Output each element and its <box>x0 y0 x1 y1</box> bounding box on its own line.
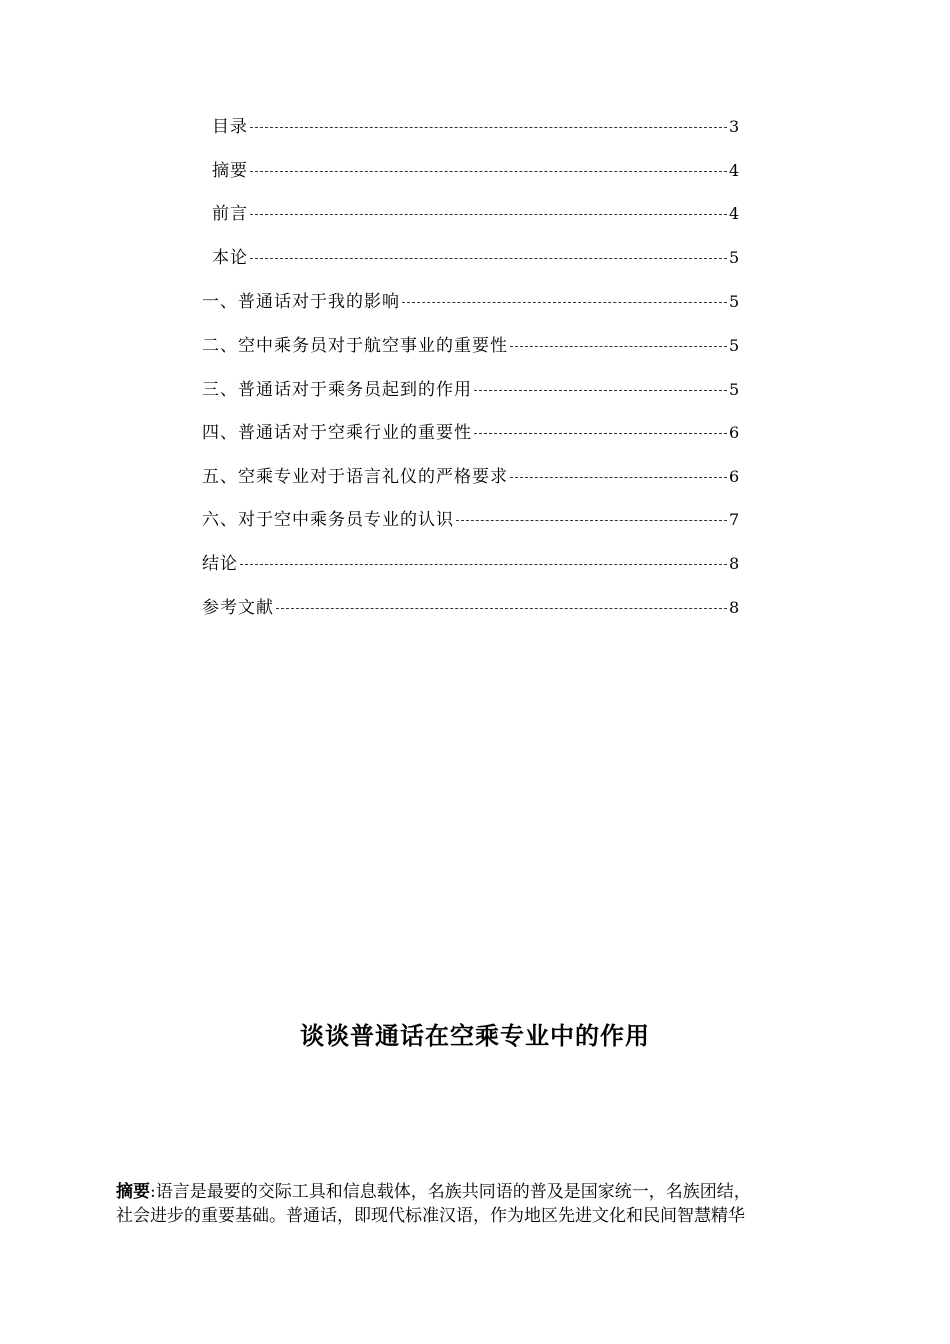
toc-entry-page: 4 <box>729 161 740 180</box>
toc-entry[interactable] <box>202 333 739 359</box>
toc-entry[interactable] <box>202 420 739 446</box>
toc-dot-leader <box>250 127 727 128</box>
abstract-text-line-2: 社会进步的重要基础。普通话，即现代标准汉语，作为地区先进文化和民间智慧精华 <box>116 1206 745 1226</box>
toc-entry-label: 本论 <box>212 248 248 268</box>
toc-dot-leader <box>240 564 727 565</box>
toc-entry-page: 5 <box>729 380 740 399</box>
toc-dot-leader <box>250 258 727 259</box>
abstract-heading: 摘要 <box>116 1182 150 1202</box>
toc-entry-label: 四、普通话对于空乘行业的重要性 <box>202 423 472 443</box>
toc-entry-page: 5 <box>729 336 740 355</box>
toc-entry-page: 5 <box>729 292 740 311</box>
abstract-text-line-1: 语言是最要的交际工具和信息载体，名族共同语的普及是国家统一，名族团结， <box>155 1182 751 1202</box>
toc-entry[interactable] <box>202 551 739 577</box>
toc-entry[interactable] <box>202 595 739 621</box>
toc-entry[interactable] <box>202 377 739 403</box>
toc-entry-page: 4 <box>729 204 740 223</box>
abstract-separator: : <box>150 1182 156 1202</box>
toc-entry[interactable] <box>212 245 739 271</box>
toc-dot-leader <box>510 346 727 347</box>
toc-entry[interactable] <box>202 289 739 315</box>
toc-entry-label: 六、对于空中乘务员专业的认识 <box>202 510 454 530</box>
toc-entry-label: 目录 <box>212 117 248 137</box>
abstract <box>116 1180 836 1228</box>
toc-entry-page: 8 <box>729 554 740 573</box>
toc-entry-page: 8 <box>729 598 740 617</box>
toc-entry[interactable] <box>212 114 739 140</box>
toc-entry[interactable] <box>212 201 739 227</box>
abstract-line <box>116 1180 836 1204</box>
toc-entry-page: 6 <box>729 423 740 442</box>
toc-entry-label: 三、普通话对于乘务员起到的作用 <box>202 380 472 400</box>
toc-entry-label: 参考文献 <box>202 598 274 618</box>
toc-entry-page: 7 <box>729 510 740 529</box>
toc-dot-leader <box>456 520 727 521</box>
toc-entry-label: 前言 <box>212 204 248 224</box>
toc-entry[interactable] <box>212 158 739 184</box>
toc-dot-leader <box>474 433 727 434</box>
toc-dot-leader <box>510 477 727 478</box>
document-title: 谈谈普通话在空乘专业中的作用 <box>300 1022 650 1050</box>
toc-dot-leader <box>402 302 727 303</box>
toc-entry-label: 二、空中乘务员对于航空事业的重要性 <box>202 336 508 356</box>
toc-entry-page: 3 <box>729 117 740 136</box>
toc-dot-leader <box>276 608 727 609</box>
toc-entry-label: 一、普通话对于我的影响 <box>202 292 400 312</box>
toc-dot-leader <box>474 390 727 391</box>
toc-entry-label: 结论 <box>202 554 238 574</box>
toc-entry-page: 6 <box>729 467 740 486</box>
toc-entry-page: 5 <box>729 248 740 267</box>
toc-entry[interactable] <box>202 464 739 490</box>
toc-entry-label: 摘要 <box>212 161 248 181</box>
toc-dot-leader <box>250 214 727 215</box>
toc-entry-label: 五、空乘专业对于语言礼仪的严格要求 <box>202 467 508 487</box>
toc-entry[interactable] <box>202 507 739 533</box>
toc-dot-leader <box>250 171 727 172</box>
